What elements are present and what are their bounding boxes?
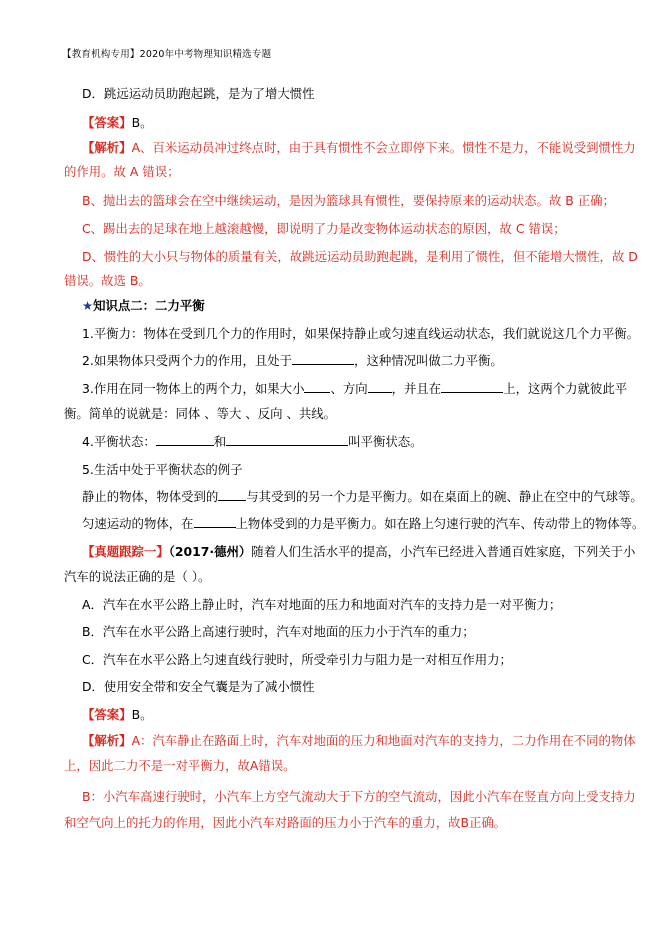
q2-analysis-b-line2: 和空气向上的托力的作用，因此小汽车对路面的压力小于汽车的重力，故B正确。 [64,815,507,830]
q1-analysis-a-line1 [82,140,636,156]
q2-stem-text: 随着人们生活水平的提高，小汽车已经进入普通百姓家庭，下列关于小 [251,544,636,559]
star-icon: ★ [82,298,94,313]
fill-blank [226,434,348,446]
point-3-text-b: 、方向 [330,381,368,396]
point-3-text-c: ，并且在 [391,381,442,396]
q2-source: （2017·德州） [168,544,252,559]
section-title: 知识点二：二力平衡 [93,298,205,313]
q2-stem-line2: 汽车的说法正确的是（ ）。 [64,569,211,584]
point-2-text-b: ，这种情况叫做二力平衡。 [354,353,503,368]
answer-value: B。 [131,707,153,722]
point-5-uniform-text-a: 匀速运动的物体，在 [82,516,194,531]
answer-value: B。 [131,115,153,130]
point-5-uniform-text-b: 上物体受到的力是平衡力。如在路上匀速行驶的汽车、传动带上的物体等。 [235,516,645,531]
page-header: 【教育机构专用】2020年中考物理知识精选专题 [62,49,272,60]
point-5-static-text-b: 与其受到的另一个力是平衡力。如在桌面上的碗、静止在空中的气球等。 [246,489,643,504]
point-2 [82,353,503,369]
q2-answer [82,707,152,723]
q2-option-c: C．汽车在水平公路上匀速直线行驶时，所受牵引力与阻力是一对相互作用力； [82,652,512,667]
analysis-text: A：汽车静止在路面上时，汽车对地面的压力和地面对汽车的支持力，二力作用在不同的物体 [131,733,636,748]
point-4-text-c: 叫平衡状态。 [348,434,423,449]
analysis-text: A、百米运动员冲过终点时，由于具有惯性不会立即停下来。惯性不是力，不能说受到惯性力 [131,140,636,155]
section-heading [82,298,205,314]
point-5-static [82,489,643,505]
fill-blank [218,489,246,501]
point-5-uniform [82,516,644,532]
q1-option-d: D．跳远运动员助跑起跳，是为了增大惯性 [82,86,315,101]
point-3-line1 [82,381,627,397]
fill-blank [292,353,354,365]
point-5-static-text-a: 静止的物体，物体受到的 [82,489,219,504]
point-3-line2: 衡。简单的说就是：同体 、等大 、反向 、共线。 [64,406,337,421]
q1-analysis-c: C、踢出去的足球在地上越滚越慢，即说明了力是改变物体运动状态的原因，故 C 错误； [82,221,566,236]
q1-analysis-d-line2: 错误。故选 B。 [64,273,151,288]
fill-blank [441,381,503,393]
analysis-label: 【解析】 [82,733,132,748]
q1-analysis-b: B、抛出去的篮球会在空中继续运动，是因为篮球具有惯性，要保持原来的运动状态。故 B 正确； [82,193,615,208]
analysis-label: 【解析】 [82,140,132,155]
fill-blank [194,516,236,528]
q2-option-a: A．汽车在水平公路上静止时，汽车对地面的压力和地面对汽车的支持力是一对平衡力； [82,597,562,612]
point-2-text-a: 2.如果物体只受两个力的作用，且处于 [82,353,293,368]
q2-analysis-a-line2: 上，因此二力不是一对平衡力，故A错误。 [64,758,296,773]
q2-stem-line1 [82,544,635,560]
point-3-text-a: 3.作用在同一物体上的两个力，如果大小 [82,381,305,396]
point-4-text-b: 和 [213,434,227,449]
q2-option-b: B．汽车在水平公路上高速行驶时，汽车对地面的压力小于汽车的重力； [82,624,475,639]
fill-blank [368,381,392,393]
point-4-text-a: 4.平衡状态： [82,434,156,449]
point-4 [82,434,423,450]
q1-answer [82,115,152,131]
point-1: 1.平衡力：物体在受到几个力的作用时，如果保持静止或匀速直线运动状态，我们就说这几个力平衡。 [82,326,640,341]
fill-blank [156,434,214,446]
q2-analysis-b-line1: B：小汽车高速行驶时，小汽车上方空气流动大于下方的空气流动，因此小汽车在竖直方向上受支持力 [82,789,636,804]
fill-blank [304,381,330,393]
answer-label: 【答案】 [82,707,132,722]
q1-analysis-a-line2: 的作用。故 A 错误； [64,164,180,179]
q2-option-d: D．使用安全带和安全气囊是为了减小惯性 [82,679,315,694]
q2-tag: 【真题跟踪一】 [82,544,169,559]
point-5: 5.生活中处于平衡状态的例子 [82,462,243,477]
point-3-text-d: 上，这两个力就彼此平 [503,381,628,396]
q1-analysis-d-line1: D、惯性的大小只与物体的质量有关，故跳远运动员助跑起跳，是利用了惯性，但不能增大惯性，故 D [82,249,638,264]
q2-analysis-a-line1 [82,733,636,749]
answer-label: 【答案】 [82,115,132,130]
